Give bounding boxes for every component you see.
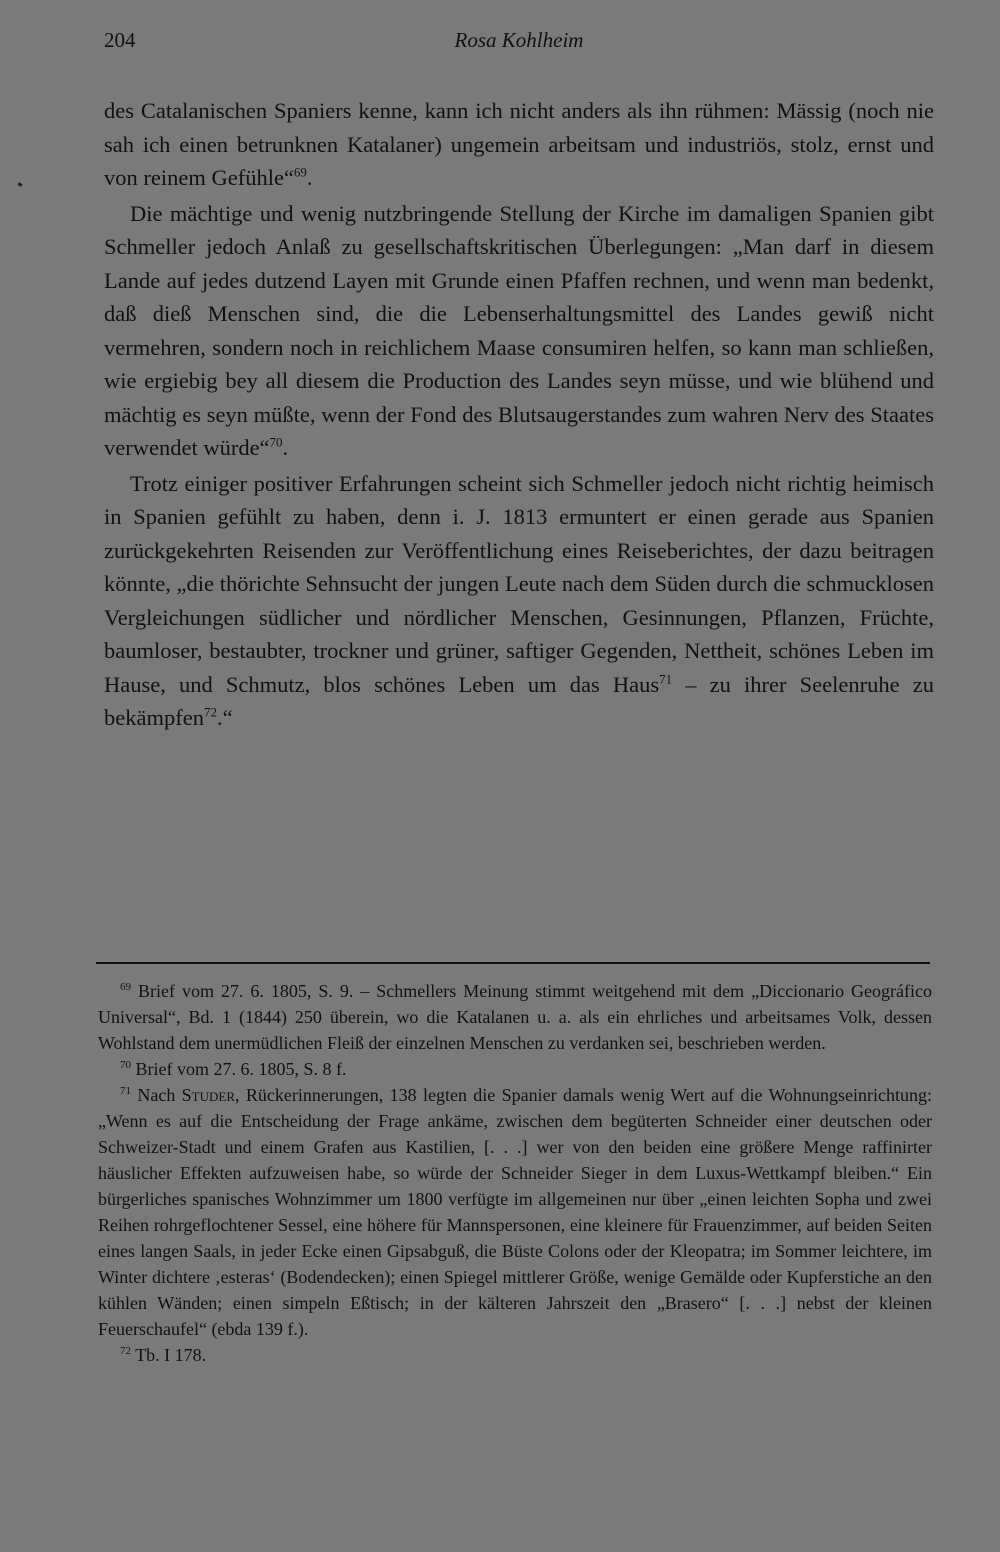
paragraph-1	[104, 94, 934, 195]
footnote-number: 70	[120, 1059, 131, 1071]
paragraph-1-text: des Catalanischen Spaniers kenne, kann ich nicht anders als ihn rühmen: Mässig (noch nie sah ich einen betrunknen Katalaner) ungemein arbeitsam und industriös, stolz, ernst und von reinem Gefühle“	[104, 98, 934, 190]
footnote-ref-69: 69	[293, 164, 307, 180]
footnote-lead: Nach	[137, 1085, 182, 1105]
footnote-ref-70: 70	[269, 434, 283, 450]
paragraph-2-text: Die mächtige und wenig nutzbringende Stellung der Kirche im damaligen Spanien gibt Schmeller jedoch Anlaß zu gesellschaftskritischen Überlegungen: „Man darf in diesem Lande auf jedes dutzend Layen mit Grunde einen Pfaffen rechnen, und wenn man bedenkt, daß dieß Menschen sind, die die Lebenserhaltungsmittel des Landes gewiß nicht vermehren, sondern noch in reichlichem Maase consumiren helfen, so kann man schließen, wie ergiebig bey all diesem die Production des Landes seyn müsse, und wie blühend und mächtig es seyn müßte, wenn der Fond des Blutsaugerstandes zum wahren Nerv des Staates verwendet würde“	[104, 200, 934, 460]
paragraph-2	[104, 197, 934, 465]
footnote-author: Studer	[181, 1085, 236, 1105]
footnote-ref-72: 72	[203, 704, 217, 720]
footnote-number: 69	[120, 981, 131, 993]
footnote-number: 72	[120, 1345, 131, 1357]
page-header	[104, 28, 934, 62]
stray-mark	[18, 182, 23, 187]
paragraph-2-tail: .	[282, 435, 289, 460]
footnotes	[98, 978, 932, 1368]
footnote-72	[98, 1342, 932, 1368]
footnote-70	[98, 1056, 932, 1082]
paragraph-3	[104, 467, 934, 735]
footnote-text: , Rückerinnerungen, 138 legten die Spanier damals wenig Wert auf die Wohnungseinrichtung: „Wenn es auf die Entscheidung der Frage ankäme, zwischen dem begüterten Schneider einer deutschen oder Schweizer-Stadt und einem Grafen aus Kastilien, [. . .] wer von den beiden eine größere Menge raffinirter häuslicher Effekten aufzuweisen habe, so würde der Schneider Sieger in dem Luxus-Wettkampf bleiben.“ Ein bürgerliches spanisches Wohnzimmer um 1800 verfügte im allgemeinen nur über „einen leichten Sopha und zwei Reihen rohrgeflochtener Sessel, eine höhere für Mannspersonen, eine kleinere für Frauenzimmer, auf beiden Seiten eines langen Saals, in jeder Ecke einen Gipsabguß, die Büste Colons oder der Kleopatra; im Sommer leichtere, im Winter dichtere ‚esteras‘ (Bodendecken); einen Spiegel mittlerer Größe, wenige Gemälde oder Kupferstiche an den kühlen Wänden; einen simpeln Eßtisch; in der kälteren Jahrszeit den „Brasero“ [. . .] nebst der kleinen Feuerschaufel“ (ebda 139 f.).	[98, 1085, 932, 1339]
footnote-text: Brief vom 27. 6. 1805, S. 8 f.	[135, 1059, 347, 1079]
footnote-number: 71	[120, 1085, 131, 1097]
footnote-71	[98, 1082, 932, 1342]
footnote-text: Brief vom 27. 6. 1805, S. 9. – Schmellers Meinung stimmt weitgehend mit dem „Diccionario Geográfico Universal“, Bd. 1 (1844) 250 überein, wo die Katalanen u. a. als ein ehrliches und arbeitsames Volk, dessen Wohlstand dem unermüdlichen Fleiß der einzelnen Menschen zu verdanken sei, beschrieben werden.	[98, 981, 932, 1053]
footnote-text: Tb. I 178.	[135, 1345, 207, 1365]
paragraph-3-text: Trotz einiger positiver Erfahrungen scheint sich Schmeller jedoch nicht richtig heimisch in Spanien gefühlt zu haben, denn i. J. 1813 ermuntert er einen gerade aus Spanien zurückgekehrten Reisenden zur Veröffentlichung eines Reiseberichtes, der dazu beitragen könnte, „die thörichte Sehnsucht der jungen Leute nach dem Süden durch die schmucklosen Vergleichungen südlicher und nördlicher Menschen, Gesinnungen, Pflanzen, Früchte, baumloser, bestaubter, trockner und grüner, saftiger Gegenden, Nettheit, schönes Leben im Hause, und Schmutz, blos schönes Leben um das Haus	[104, 470, 934, 697]
footnote-ref-71: 71	[659, 671, 673, 686]
footnote-rule	[96, 962, 930, 964]
paragraph-3-mid: – zu ihrer Seelenruhe zu bekämpfen	[104, 671, 934, 730]
paragraph-1-tail: .	[306, 165, 313, 190]
footnote-69	[98, 978, 932, 1056]
page-number: 204	[104, 28, 136, 52]
main-text	[104, 94, 934, 735]
paragraph-3-tail: .“	[216, 705, 233, 730]
running-head: Rosa Kohlheim	[454, 28, 584, 52]
